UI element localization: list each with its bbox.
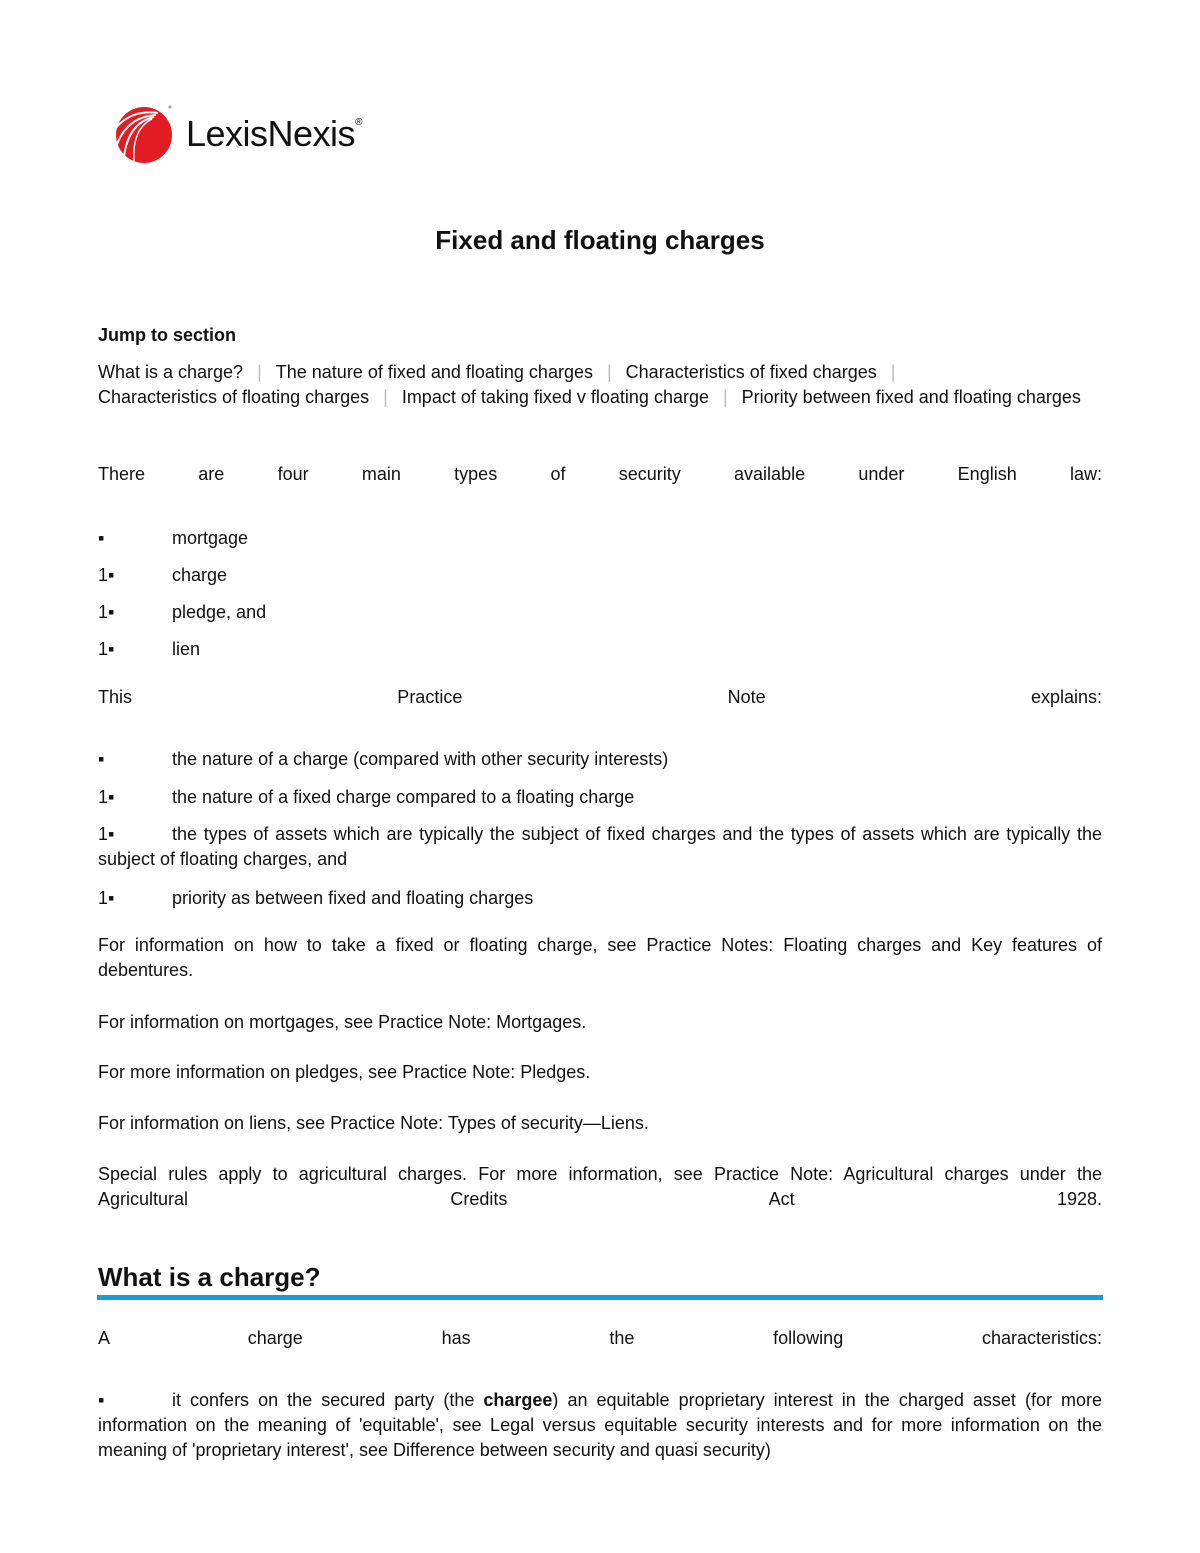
jump-link-floating-characteristics[interactable]: Characteristics of floating charges [98,387,370,407]
paragraph: For information on how to take a fixed or floating charge, see Practice Notes: Floating charges and Key features of debentures. [98,935,1102,980]
logo-text: LexisNexis [186,113,356,154]
jump-link-priority[interactable]: Priority between fixed and floating charges [741,387,1081,407]
explains-text: This Practice Note explains: [98,687,1102,707]
section-heading: What is a charge? [98,1262,321,1292]
list-item: 1▪ the nature of a fixed charge compared to a floating charge [98,787,635,807]
paragraph: For more information on pledges, see Practice Note: Pledges. [98,1062,591,1082]
list-item: 1▪ charge [98,565,228,585]
paragraph: Agricultural Credits Act 1928. [98,1189,1102,1209]
paragraph: For information on mortgages, see Practice Note: Mortgages. [98,1012,587,1032]
jump-link-fixed-characteristics[interactable]: Characteristics of fixed charges [625,362,877,382]
list-item: 1▪ the types of assets which are typically the subject of fixed charges and the types of assets which are typically the subject of floating charges, and [98,824,1102,869]
paragraph: Special rules apply to agricultural charges. For more information, see Practice Note: Agricultural charges under the [98,1164,1102,1184]
logo-globe-icon [108,103,172,165]
paragraph: For information on liens, see Practice Note: Types of security—Liens. [98,1113,649,1133]
list-item: ▪ the nature of a charge (compared with other security interests) [98,749,669,769]
list-item: 1▪ lien [98,639,201,659]
jump-link-impact[interactable]: Impact of taking fixed v floating charge [401,387,709,407]
list-item: 1▪ priority as between fixed and floating charges [98,888,534,908]
jump-links: What is a charge? | The nature of fixed and floating charges | Characteristics of fixed charges | Characteristics of floating charges | Impact of taking fixed v floating charge | Priority between fixed and floating charges [98,362,1081,407]
lexisnexis-logo: LexisNexis ® [108,103,362,165]
section-intro: A charge has the following characteristics: [98,1328,1102,1348]
section-rule [97,1295,1103,1300]
list-item: ▪ mortgage [98,528,249,548]
page-title: Fixed and floating charges [435,225,765,255]
list-item: ▪ it confers on the secured party (the chargee) an equitable proprietary interest in the charged asset (for more information on the meaning of 'equitable', see Legal versus equitable security interests and for more information on the meaning of 'proprietary interest', see Difference between security and quasi security) [98,1390,1102,1460]
jump-link-nature[interactable]: The nature of fixed and floating charges [275,362,593,382]
intro-text: There are four main types of security available under English law: [98,464,1102,484]
jump-to-section-heading: Jump to section [98,325,237,345]
list-item: 1▪ pledge, and [98,602,267,622]
jump-link-what-is-a-charge[interactable]: What is a charge? [98,362,244,382]
